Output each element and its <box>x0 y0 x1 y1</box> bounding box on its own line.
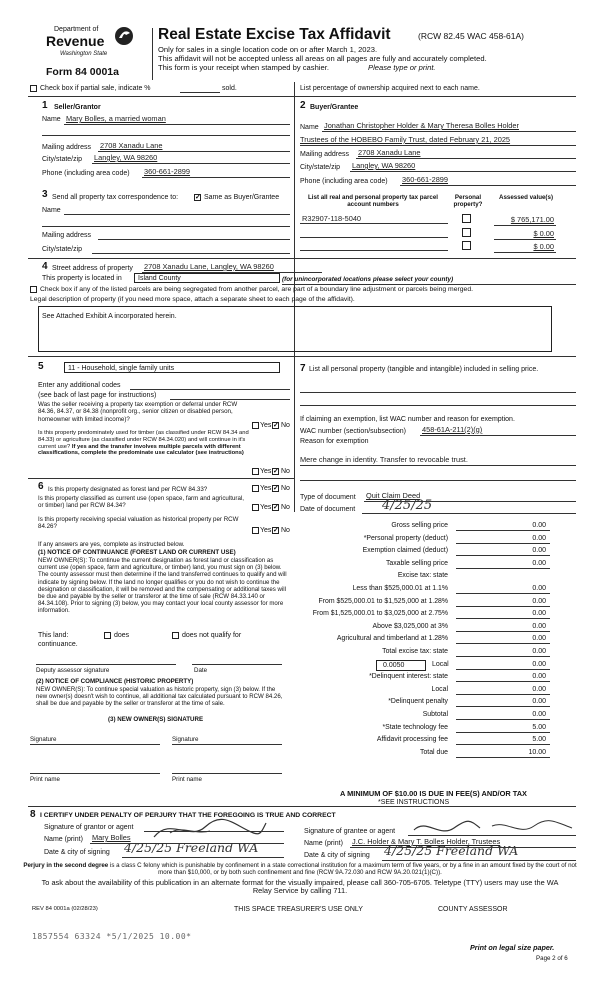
tax-row-value[interactable]: 0.00 <box>532 534 546 542</box>
q1-yes-checkbox[interactable] <box>252 422 259 429</box>
minimum-notice: A MINIMUM OF $10.00 IS DUE IN FEE(S) AND/OR TAX <box>340 789 527 798</box>
tax-row-label: Total due <box>420 748 448 756</box>
located-label: This property is located in <box>42 275 122 282</box>
seller-mail[interactable]: 2708 Xanadu Lane <box>100 141 163 150</box>
certify-heading: I CERTIFY UNDER PENALTY OF PERJURY THAT THE FOREGOING IS TRUE AND CORRECT <box>40 812 336 819</box>
tax-row-label: Taxable selling price <box>385 559 448 567</box>
wac-number[interactable]: 458-61A-211(2)(g) <box>422 425 483 434</box>
exemption-reason[interactable]: Mere change in identity. Transfer to revocable trust. <box>300 455 468 464</box>
exemption-question: Was the seller receiving a property tax exemption or deferral under RCW 84.36, 84.37, or 84.38 (nonprofit org., senior citizen or disabled person, homeowner with limited income)? <box>38 401 238 423</box>
parcel-header: List all real and personal property tax parcel account numbers <box>308 194 438 209</box>
owner-print-label-1: Print name <box>30 776 60 783</box>
q5-yes-label: Yes <box>260 527 272 534</box>
q4-yes-checkbox[interactable] <box>252 504 259 511</box>
notice2-title: (2) NOTICE OF COMPLIANCE (HISTORIC PROPERTY) <box>36 678 194 685</box>
q2-yes-label: Yes <box>260 468 272 475</box>
dept-line2: Revenue <box>46 33 105 49</box>
does-not-checkbox[interactable] <box>172 632 179 639</box>
tax-row-label: *State technology fee <box>382 723 448 731</box>
tax-row-value[interactable]: 0.00 <box>532 597 546 605</box>
local-label: Local <box>432 660 449 668</box>
segregated-checkbox[interactable] <box>30 286 37 293</box>
owner-signature-label-2: Signature <box>172 736 199 743</box>
q4-yes-label: Yes <box>260 504 272 511</box>
grantor-sig-label: Signature of grantor or agent <box>44 824 134 831</box>
does-label: does <box>114 632 130 639</box>
grantee-date[interactable]: 4/25/25 Freeland WA <box>384 843 519 858</box>
timber-question-text: Is this property predominately used for timber (as classified under RCW 84.34 and 84.33) or agriculture (as classified under RCW 84.34.020) and will continue in it's current use? <box>38 430 249 450</box>
doc-type-label: Type of document <box>300 494 356 501</box>
rcw-reference: (RCW 82.45 WAC 458-61A) <box>418 31 524 41</box>
wac-label: WAC number (section/subsection) <box>300 428 406 435</box>
grantor-signature-icon[interactable] <box>150 815 270 843</box>
same-as-buyer-checkbox[interactable]: ✓ <box>195 194 201 201</box>
local-value[interactable]: 0.00 <box>532 660 546 668</box>
q3-yes-label: Yes <box>260 485 272 492</box>
grantee-date-label: Date & city of signing <box>304 852 370 859</box>
see-back-label: (see back of last page for instructions) <box>38 392 157 399</box>
continuance-label: continuance. <box>38 641 78 648</box>
buyer-name-label: Name <box>300 124 319 131</box>
street-label: Street address of property <box>52 265 133 272</box>
tax-row-value[interactable]: 0.00 <box>532 522 546 529</box>
q3-no-label: No <box>281 485 290 492</box>
tax-row-label: From $1,525,000.01 to $3,025,000 at 2.75% <box>312 610 448 618</box>
dept-line3: Washington State <box>60 51 108 57</box>
county-note: (for unincorporated locations please select your county) <box>282 276 454 283</box>
seller-heading: Seller/Grantor <box>54 104 101 111</box>
seller-name[interactable]: Mary Bolles, a married woman <box>66 114 166 123</box>
buyer-phone-label: Phone (including area code) <box>300 178 388 185</box>
subtitle-2: This affidavit will not be accepted unless all areas on all pages are fully and accurately completed. <box>158 54 487 63</box>
partial-sale-sold: sold. <box>222 85 237 92</box>
tax-row-value[interactable]: 0.00 <box>532 547 546 555</box>
tax-row-value[interactable]: 0.00 <box>532 711 546 718</box>
q3-no-checkbox[interactable]: ✓ <box>273 485 279 492</box>
tax-row-label: Less than $525,000.01 at 1.1% <box>352 585 448 592</box>
cashier-stamp: 1857554 63324 *5/1/2025 10.00* <box>32 932 192 941</box>
if-yes-note: If any answers are yes, complete as instructed below. <box>38 541 185 548</box>
tax-row-value[interactable]: 0.00 <box>532 648 546 655</box>
personal-checkbox-3[interactable] <box>462 241 471 250</box>
assessed-value-3[interactable]: $ 0.00 <box>533 242 554 251</box>
q5-no-checkbox[interactable]: ✓ <box>273 527 279 534</box>
form-title: Real Estate Excise Tax Affidavit <box>158 26 391 43</box>
q3-yes-checkbox[interactable] <box>252 485 259 492</box>
subtitle-3b: Please type or print. <box>368 63 436 72</box>
sec3-mail-label: Mailing address <box>42 232 92 239</box>
tax-row-value[interactable]: 0.00 <box>532 622 546 630</box>
legal-size-note: Print on legal size paper. <box>470 943 555 952</box>
sec3-number: 3 <box>42 189 48 200</box>
timber-question-note: If yes and the transfer involves multiple parcels with different classifications, complete the predominate use calculator (see instructions) <box>38 443 244 457</box>
tax-row-value[interactable]: 5.00 <box>532 723 546 731</box>
legal-description-box[interactable] <box>38 306 552 352</box>
notice2-body: NEW OWNER(S): To continue special valuation as historic property, sign (3) below. If the new owner(s) doesn't wish to continue, all additional tax calculated pursuant to RCW 84.26, shall be due and payable by the seller or transferor at the time of sale. <box>36 686 283 708</box>
q4-no-checkbox[interactable]: ✓ <box>273 504 279 511</box>
assessed-value-1[interactable]: $ 765,171.00 <box>510 215 554 224</box>
tax-row-value[interactable]: 0.00 <box>532 635 546 643</box>
sec8-number: 8 <box>30 809 36 820</box>
tax-row-label: Total excise tax: state <box>382 648 448 655</box>
sec4-number: 4 <box>42 261 48 272</box>
partial-sale-label: Check box if partial sale, indicate % <box>40 85 151 92</box>
assessed-header: Assessed value(s) <box>499 194 553 201</box>
grantor-date[interactable]: 4/25/25 Freeland WA <box>124 840 259 855</box>
seller-mail-label: Mailing address <box>42 144 92 151</box>
sec5-number: 5 <box>38 361 44 372</box>
timber-question <box>38 430 250 457</box>
seller-city-label: City/state/zip <box>42 156 83 163</box>
tax-row-label: *Delinquent penalty <box>388 698 448 706</box>
personal-checkbox-1[interactable] <box>462 214 471 223</box>
does-not-label: does not qualify for <box>182 632 242 639</box>
perjury-bold: Perjury in the second degree <box>23 862 109 869</box>
buyer-phone[interactable]: 360-661-2899 <box>402 175 449 184</box>
tax-row-label: *Personal property (deduct) <box>363 534 448 542</box>
treasurer-use: THIS SPACE TREASURER'S USE ONLY <box>234 906 363 913</box>
seller-city[interactable]: Langley, WA 98260 <box>94 153 158 162</box>
assessed-value-2[interactable]: $ 0.00 <box>533 229 554 238</box>
sec6-number: 6 <box>38 481 44 492</box>
owner-print-label-2: Print name <box>172 776 202 783</box>
grantor-name[interactable]: Mary Bolles <box>92 833 131 842</box>
use-code-value: 11 - Household, single family units <box>68 364 175 372</box>
sec1-number: 1 <box>42 100 48 111</box>
tax-row-value[interactable]: 0.00 <box>532 673 546 681</box>
dept-line1: Department of <box>54 26 99 33</box>
grantee-name-label: Name (print) <box>304 840 343 847</box>
notice3-title: (3) NEW OWNER(S) SIGNATURE <box>108 716 204 723</box>
form-number: Form 84 0001a <box>46 66 119 78</box>
grantee-name[interactable]: J.C. Holder & Mary T. Bolles Holder, Trustees <box>352 837 501 846</box>
tax-row-label: Local <box>431 685 448 693</box>
owner-signature-label-1: Signature <box>30 736 57 743</box>
tax-row-value[interactable]: 0.00 <box>532 610 546 618</box>
personal-checkbox-2[interactable] <box>462 228 471 237</box>
sec7-number: 7 <box>300 363 306 374</box>
see-instructions: *SEE INSTRUCTIONS <box>378 799 450 806</box>
legal-label: Legal description of property (if you need more space, attach a separate sheet to each page of the affidavit). <box>30 296 355 303</box>
rev-number: REV 84 0001a (02/28/23) <box>32 906 98 912</box>
reason-label: Reason for exemption <box>300 438 369 445</box>
sec3-label: Send all property tax correspondence to: <box>52 194 179 201</box>
tax-row-label: From $525,000.01 to $1,525,000 at 1.28% <box>318 597 448 605</box>
tax-row-value[interactable]: 0.00 <box>532 698 546 706</box>
tax-row-value[interactable]: 5.00 <box>532 736 546 744</box>
forest-question: Is this property designated as forest land per RCW 84.33? <box>48 486 208 493</box>
buyer-heading: Buyer/Grantee <box>310 104 359 111</box>
doc-date[interactable]: 4/25/25 <box>382 498 433 513</box>
seller-name-label: Name <box>42 116 61 123</box>
q5-no-label: No <box>281 527 290 534</box>
grantor-name-label: Name (print) <box>44 836 83 843</box>
street-address[interactable]: 2708 Xanadu Lane, Langley, WA 98260 <box>144 262 274 271</box>
grantee-sig-label: Signature of grantee or agent <box>304 828 396 835</box>
tax-row-value[interactable]: 0.00 <box>532 585 546 592</box>
segregated-label: Check box if any of the listed parcels are being segregated from another parcel, are part of a boundary line adjustment or parcels being merged. <box>40 286 473 293</box>
sec7-label: List all personal property (tangible and intangible) included in selling price. <box>309 366 539 373</box>
additional-codes-label: Enter any additional codes <box>38 382 121 389</box>
buyer-city[interactable]: Langley, WA 98260 <box>352 161 416 170</box>
q5-yes-checkbox[interactable] <box>252 527 259 534</box>
same-as-buyer-label: Same as Buyer/Grantee <box>204 194 280 201</box>
alt-format-notice: To ask about the availability of this publication in an alternate format for the visually impaired, please call 360-705-6705. Teletype (TTY) users may use the WA Relay Service by calling 711. <box>41 878 559 895</box>
notice1-title: (1) NOTICE OF CONTINUANCE (FOREST LAND OR CURRENT USE) <box>38 549 236 556</box>
seller-phone[interactable]: 360-661-2899 <box>144 167 191 176</box>
use-code-select[interactable] <box>64 362 280 373</box>
q1-yes-label: Yes <box>260 422 272 429</box>
tax-row-value[interactable]: 10.00 <box>528 748 546 756</box>
county-value: Island County <box>138 275 181 282</box>
logo-mark-icon <box>114 26 134 46</box>
parcel-1[interactable]: R32907-118-5040 <box>302 214 362 223</box>
seller-phone-label: Phone (including area code) <box>42 170 130 177</box>
personal-header: Personal property? <box>453 194 483 209</box>
tax-row-label: Gross selling price <box>391 522 448 529</box>
sec3-name-label: Name <box>42 207 61 214</box>
exemption-label: If claiming an exemption, list WAC number and reason for exemption. <box>300 416 515 423</box>
buyer-name-1[interactable]: Jonathan Christopher Holder & Mary Theresa Bolles Holder <box>324 121 519 130</box>
subtitle-3: This form is your receipt when stamped by cashier. <box>158 63 329 72</box>
tax-row-value[interactable]: 0.00 <box>532 685 546 693</box>
doc-type[interactable]: Quit Claim Deed <box>366 491 421 500</box>
tax-row-label: *Delinquent interest: state <box>369 673 448 681</box>
q2-yes-checkbox[interactable] <box>252 468 259 475</box>
sec3-city-label: City/state/zip <box>42 246 83 253</box>
local-rate: 0.0050 <box>383 662 405 670</box>
tax-row-label: Exemption claimed (deduct) <box>362 547 448 555</box>
perjury-text: is a class C felony which is punishable by confinement in a state correctional institution for a maximum term of five years, or by a fine in an amount fixed by the court of not more than $10,000, or by both such confinement and fine (RCW 9A.72.030 and RCW 9A.20.021(1)(C)). <box>109 862 577 876</box>
buyer-mail[interactable]: 2708 Xanadu Lane <box>358 148 421 157</box>
deputy-date-label: Date <box>194 667 208 674</box>
sec2-number: 2 <box>300 100 306 111</box>
tax-row-label: Excise tax: state <box>397 572 448 580</box>
tax-row-label: Affidavit processing fee <box>376 736 448 744</box>
q4-no-label: No <box>281 504 290 511</box>
notice1-body: NEW OWNER(S): To continue the current designation as forest land or classification as current use (open space, farm and agriculture, or timber) land, you must sign on (3) below. The county assessor must then determine if the land transferred continues to qualify and will indicate by signing below. If the land no longer qualifies or you do not wish to continue the designation or classification, it will be removed and the compensating or additional taxes will be due and payable by the seller or transferor at the time of sale (RCW 84.33.140 or 84.34.108). Prior to signing (3) below, you may contact your local county assessor for more information. <box>38 557 287 615</box>
does-checkbox[interactable] <box>104 632 111 639</box>
perjury-notice <box>22 862 578 876</box>
tax-row-label: Agricultural and timberland at 1.28% <box>336 635 448 643</box>
tax-row-label: Above $3,025,000 at 3% <box>372 622 448 630</box>
tax-row-value[interactable]: 0.00 <box>532 559 546 567</box>
deputy-signature-label: Deputy assessor signature <box>36 667 110 674</box>
q2-no-label: No <box>281 468 290 475</box>
county-select[interactable] <box>134 273 280 283</box>
subtitle-1: Only for sales in a single location code on or after March 1, 2023. <box>158 45 378 54</box>
buyer-mail-label: Mailing address <box>300 151 350 158</box>
q2-no-checkbox[interactable]: ✓ <box>273 468 279 475</box>
grantor-date-label: Date & city of signing <box>44 849 110 856</box>
doc-date-label: Date of document <box>300 506 356 513</box>
current-use-question: Is this property classified as current use (open space, farm and agricultural, or timber) land per RCW 84.34? <box>38 495 245 510</box>
page-number: Page 2 of 6 <box>536 955 568 962</box>
partial-sale-checkbox[interactable] <box>30 85 37 92</box>
tax-row-label: Subtotal <box>422 711 448 718</box>
local-rate-box[interactable] <box>376 660 426 671</box>
list-percentage: List percentage of ownership acquired next to each name. <box>300 85 480 92</box>
q1-no-checkbox[interactable]: ✓ <box>273 422 279 429</box>
historic-question: Is this property receiving special valuation as historical property per RCW 84.26? <box>38 516 239 531</box>
buyer-name-2[interactable]: Trustees of the HOBEBO Family Trust, dated February 21, 2025 <box>300 135 511 144</box>
revenue-logo <box>40 22 140 62</box>
buyer-city-label: City/state/zip <box>300 164 341 171</box>
this-land-label: This land: <box>38 632 69 639</box>
q1-no-label: No <box>281 422 290 429</box>
legal-description: See Attached Exhibit A incorporated herein. <box>42 313 177 320</box>
county-assessor: COUNTY ASSESSOR <box>438 906 508 913</box>
